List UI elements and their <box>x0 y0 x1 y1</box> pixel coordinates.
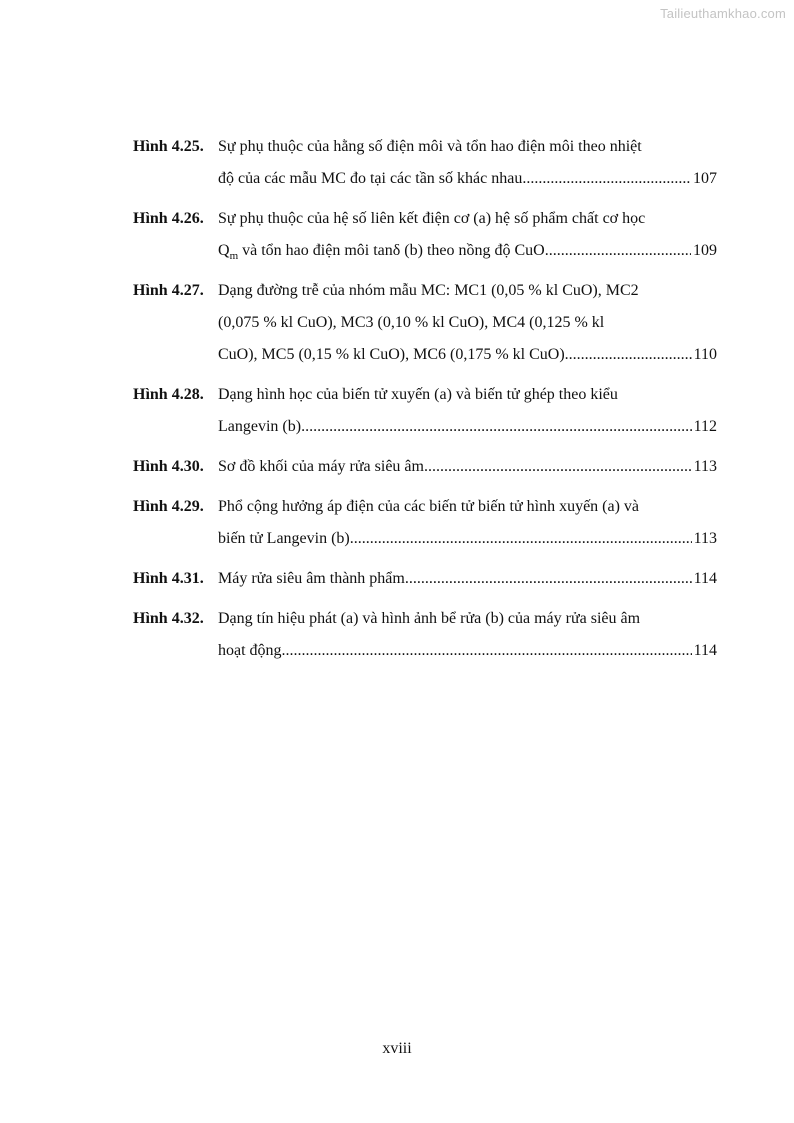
figure-entry <box>133 379 717 443</box>
figure-label: Hình 4.30. <box>133 458 204 475</box>
dot-leader <box>526 163 691 195</box>
figure-label: Hình 4.26. <box>133 210 204 227</box>
page-ref: 114 <box>693 570 717 587</box>
figure-label: Hình 4.25. <box>133 138 204 155</box>
figure-caption-line: Dạng tín hiệu phát (a) và hình ảnh bể rửa (b) của máy rửa siêu âm <box>218 610 641 627</box>
page-ref: 113 <box>693 458 717 475</box>
dot-leader <box>424 451 692 483</box>
figure-caption-line: (0,075 % kl CuO), MC3 (0,10 % kl CuO), MC4 (0,125 % kl <box>218 314 605 331</box>
figure-caption-line: Sự phụ thuộc của hằng số điện môi và tổn hao điện môi theo nhiệt <box>218 138 642 155</box>
figure-label: Hình 4.31. <box>133 570 204 587</box>
figure-entry <box>133 491 717 555</box>
figure-caption-line: Sự phụ thuộc của hệ số liên kết điện cơ (a) hệ số phẩm chất cơ học <box>218 210 646 227</box>
figure-entry <box>133 275 717 371</box>
figure-entry <box>133 603 717 667</box>
page-ref: 110 <box>693 346 717 363</box>
figure-label: Hình 4.28. <box>133 386 204 403</box>
dot-leader <box>350 523 692 555</box>
figure-caption-line: Dạng đường trễ của nhóm mẫu MC: MC1 (0,05 % kl CuO), MC2 <box>218 282 639 299</box>
figure-caption-line: Phổ cộng hưởng áp điện của các biến tử biến tử hình xuyến (a) và <box>218 498 640 515</box>
dot-leader <box>545 235 691 267</box>
figure-caption-line: Máy rửa siêu âm thành phẩm <box>218 570 405 587</box>
figure-entry <box>133 131 717 195</box>
page-ref: 113 <box>693 530 717 547</box>
figure-entry <box>133 451 717 483</box>
page-ref: 107 <box>693 170 717 187</box>
figure-caption-line: Langevin (b) <box>218 418 302 435</box>
figure-caption-line: biến tử Langevin (b) <box>218 530 350 547</box>
dot-leader <box>405 563 692 595</box>
page-ref: 109 <box>693 242 717 259</box>
page-ref: 112 <box>693 418 717 435</box>
figure-label: Hình 4.32. <box>133 610 204 627</box>
figure-list <box>133 131 717 675</box>
figure-label: Hình 4.27. <box>133 282 204 299</box>
dot-leader <box>282 635 692 667</box>
figure-caption-line: Sơ đồ khối của máy rửa siêu âm <box>218 458 424 475</box>
figure-caption-line: độ của các mẫu MC đo tại các tần số khác nhau. <box>218 170 527 187</box>
figure-entry <box>133 203 717 267</box>
figure-caption-line: $Q_m$ và tổn hao điện môi tanδ (b) theo nồng độ CuO <box>218 242 545 263</box>
figure-caption-line: Dạng hình học của biến tử xuyến (a) và biến tử ghép theo kiểu <box>218 386 618 403</box>
figure-caption-line: CuO), MC5 (0,15 % kl CuO), MC6 (0,175 % kl CuO) <box>218 346 565 363</box>
figure-label: Hình 4.29. <box>133 498 204 515</box>
page-ref: 114 <box>693 642 717 659</box>
figure-caption-line: hoạt động <box>218 642 282 659</box>
dot-leader <box>565 339 692 371</box>
page-number: xviii <box>382 1040 412 1057</box>
dot-leader <box>301 411 692 443</box>
watermark: Tailieuthamkhao.com <box>660 6 786 21</box>
figure-entry <box>133 563 717 595</box>
